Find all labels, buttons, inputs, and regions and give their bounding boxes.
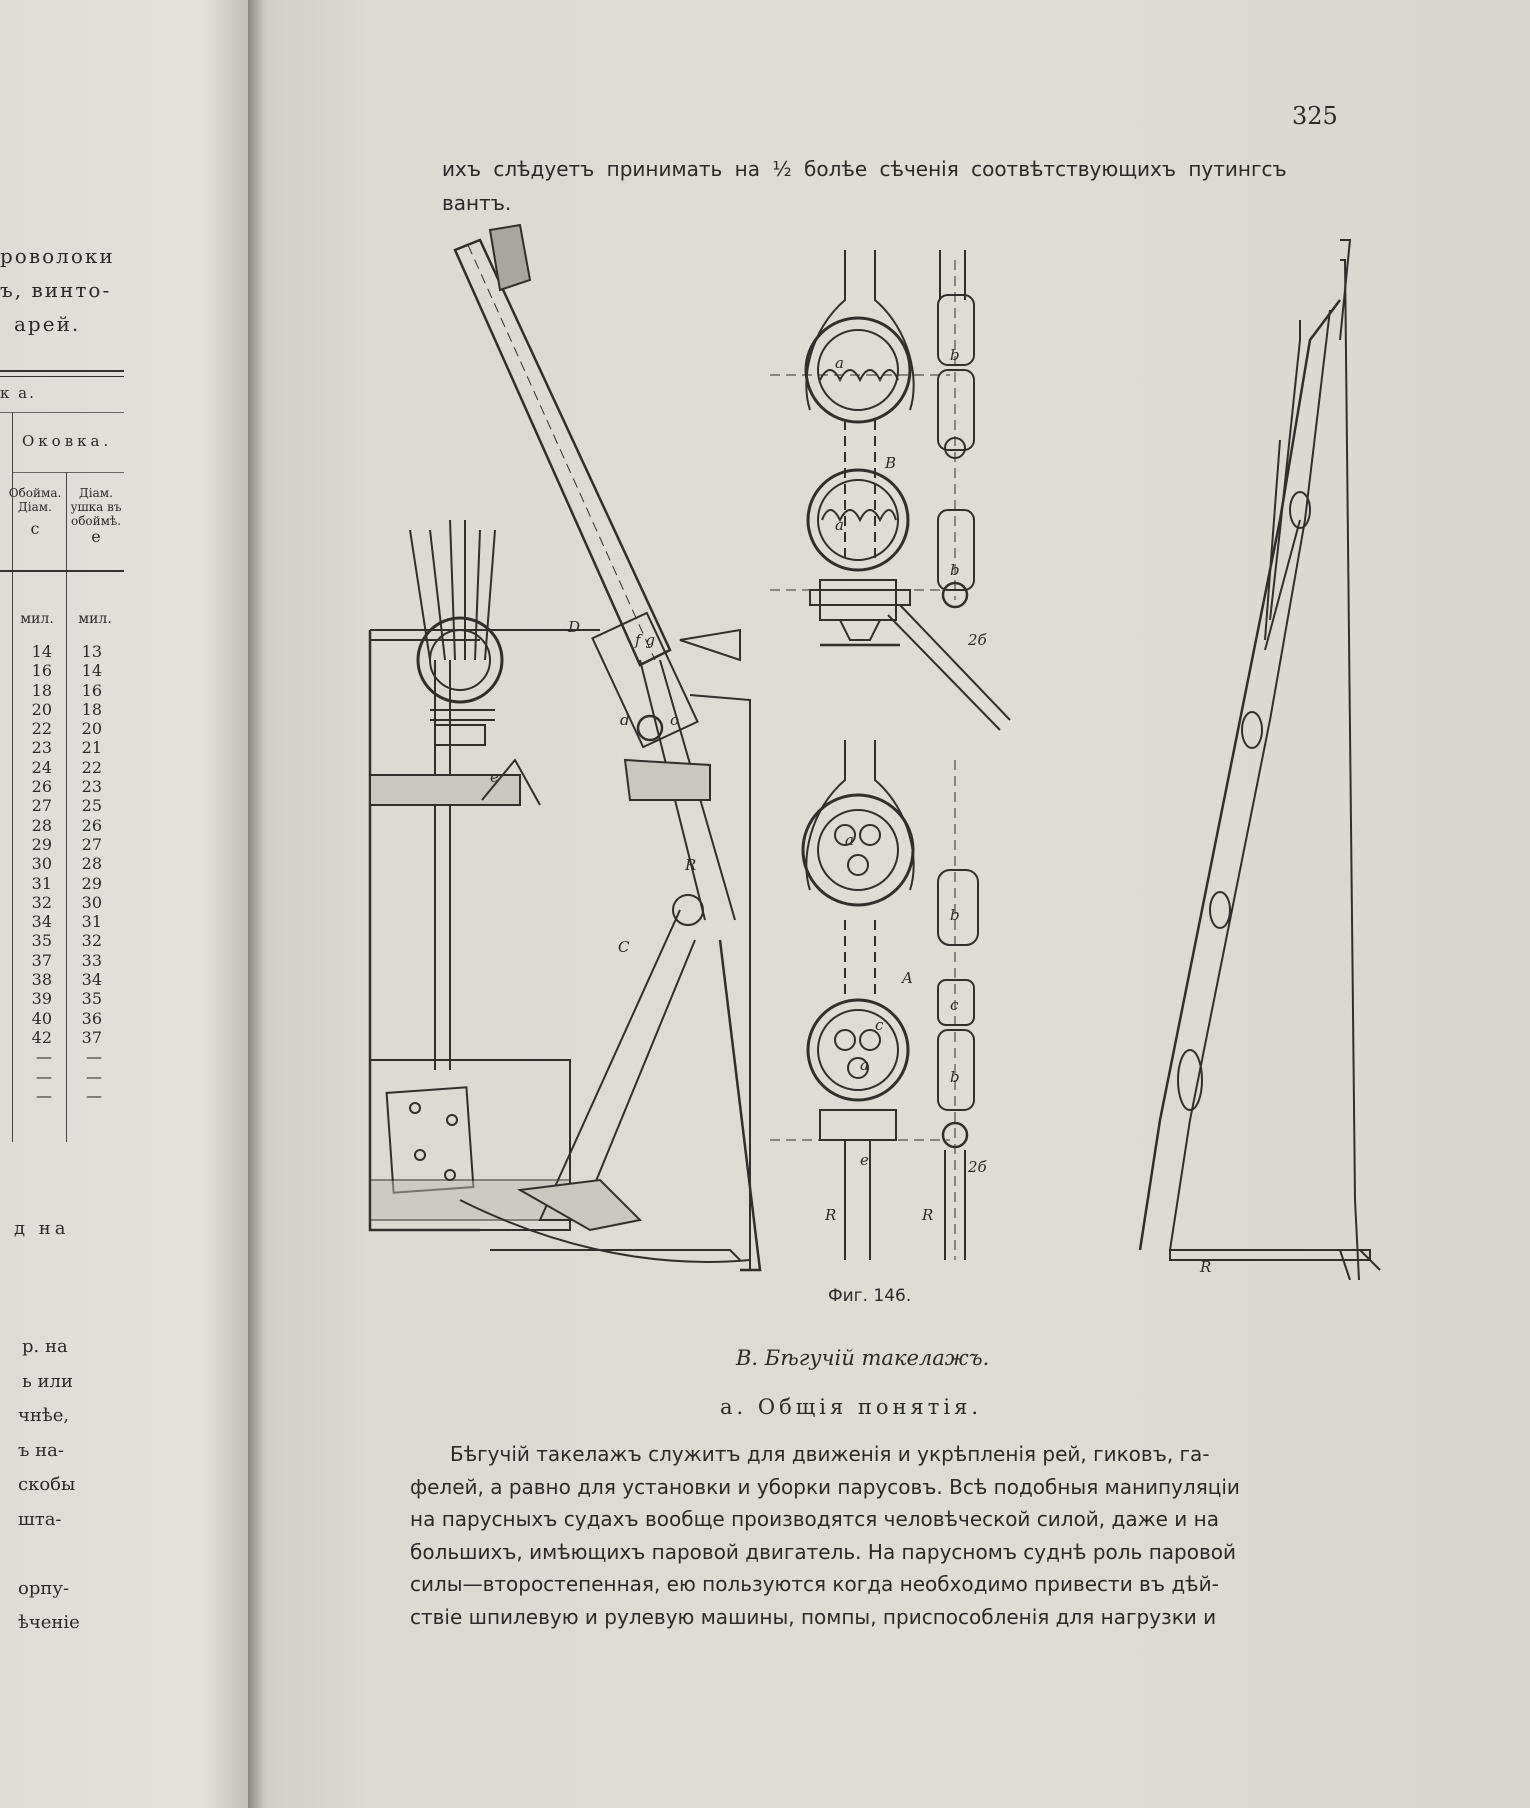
- figure-caption: Фиг. 146.: [828, 1286, 912, 1306]
- body-text: [410, 1438, 1310, 1633]
- left-header-line: ъ, винто-: [0, 278, 112, 302]
- subheading: a. Общія понятія.: [720, 1395, 983, 1419]
- table-cell: 26: [31, 777, 52, 797]
- table-cell: 29: [81, 873, 102, 893]
- table-cell: —: [86, 1085, 102, 1105]
- table-cell: —: [36, 1066, 52, 1086]
- label-a-big: A: [902, 969, 913, 987]
- table-rule: [0, 376, 124, 377]
- intro-text: ихъ слѣдуетъ принимать на ½ болѣе сѣченія соотвѣтствующихъ путингсъ вантъ.: [442, 157, 1287, 215]
- table-cell: —: [86, 1047, 102, 1067]
- label-d: D: [568, 618, 581, 636]
- left-trailing-line: чнѣе,: [18, 1405, 70, 1426]
- left-trailing-line: р. на: [22, 1336, 68, 1357]
- table-cell: —: [36, 1047, 52, 1067]
- col2-units: мил.: [78, 611, 112, 627]
- table-cell: 40: [31, 1008, 52, 1028]
- table-cell: 23: [31, 738, 52, 758]
- table-cell: 14: [81, 661, 102, 681]
- table-cell: 29: [31, 834, 52, 854]
- body-line: большихъ, имѣющихъ паровой двигатель. На парусномъ суднѣ роль паровой: [410, 1539, 1236, 1564]
- table-rule: [0, 570, 124, 572]
- label-b-2: b: [950, 561, 960, 579]
- table-cell: 27: [31, 796, 52, 816]
- left-header-line: арей.: [14, 312, 81, 336]
- table-cell: 23: [81, 777, 102, 797]
- table-cell: 42: [31, 1027, 52, 1047]
- table-cell: 37: [81, 1027, 102, 1047]
- table-cell: 34: [81, 970, 102, 990]
- body-line: фелей, а равно для установки и уборки парусовъ. Всѣ подобныя манипуляціи: [410, 1474, 1240, 1499]
- table-rule: [0, 370, 124, 372]
- label-fg: f g: [635, 631, 655, 649]
- label-c-2: c: [950, 996, 959, 1014]
- label-o: o: [670, 711, 680, 729]
- table-cell: 16: [81, 680, 102, 700]
- table-cell: 28: [31, 815, 52, 835]
- table-cell: 36: [81, 1008, 102, 1028]
- table-cell: 33: [81, 950, 102, 970]
- left-header-line: роволоки: [0, 244, 115, 268]
- table-cell: 20: [31, 699, 52, 719]
- table-cell: 14: [31, 642, 52, 661]
- left-trailing-line: скобы: [18, 1474, 76, 1495]
- label-b-3: b: [950, 906, 960, 924]
- table-cell: 35: [81, 989, 102, 1009]
- label-b-4: b: [950, 1068, 960, 1086]
- col1-header: Обойма. Діам. c: [8, 486, 62, 538]
- rigging-drawing: [370, 225, 1380, 1280]
- label-r-mid: R: [825, 1206, 837, 1224]
- section-heading: B. Бѣгучій такелажъ.: [736, 1346, 990, 1370]
- label-e-2: e: [860, 1151, 869, 1169]
- body-line: Бѣгучій такелажъ служитъ для движенія и укрѣпленія рей, гиковъ, га-: [450, 1442, 1210, 1466]
- table-cell: 30: [31, 854, 52, 874]
- label-c-big: C: [618, 938, 630, 956]
- table-rule: [12, 472, 124, 473]
- table-rule: [0, 412, 124, 413]
- label-a-1: a: [835, 354, 844, 372]
- table-cell: 27: [81, 834, 102, 854]
- table-cell: —: [86, 1066, 102, 1086]
- table-cell: 38: [31, 970, 52, 990]
- left-trailing-line: орпу-: [18, 1577, 70, 1599]
- label-2b-1: 2б: [968, 631, 987, 649]
- table-cell: 25: [81, 796, 102, 816]
- table-cell: 13: [81, 642, 102, 661]
- label-a-2: a: [835, 516, 844, 534]
- left-fragment: д на: [14, 1218, 70, 1239]
- table-cell: 26: [81, 815, 102, 835]
- label-b-1: b: [950, 346, 960, 364]
- table-cell: 32: [81, 931, 102, 951]
- label-a-4: a: [860, 1056, 869, 1074]
- label-d-small: d: [620, 711, 630, 729]
- label-c-1: c: [875, 1016, 884, 1034]
- table-cell: 30: [81, 892, 102, 912]
- table-cell: 22: [81, 757, 102, 777]
- label-r-right: R: [922, 1206, 934, 1224]
- label-b-big: B: [885, 454, 897, 472]
- table-cell: 28: [81, 854, 102, 874]
- table-cell: —: [36, 1085, 52, 1105]
- table-cell: 18: [81, 699, 102, 719]
- col1-values: [12, 642, 52, 1105]
- table-cell: 24: [31, 757, 52, 777]
- rigging-figure: [340, 220, 1400, 1280]
- label-r-far: R: [1200, 1258, 1212, 1276]
- table-cell: 31: [31, 873, 52, 893]
- label-e-1: e: [490, 768, 499, 786]
- table-cell: 35: [31, 931, 52, 951]
- table-cell: 31: [81, 912, 102, 932]
- label-r-left: R: [685, 856, 697, 874]
- table-divider: [66, 472, 67, 1142]
- table-cell: 22: [31, 719, 52, 739]
- left-trailing-line: ь или: [22, 1370, 73, 1392]
- table-cell: 34: [31, 912, 52, 932]
- table-group-header: Оковка.: [22, 432, 113, 450]
- left-trailing-line: шта-: [18, 1508, 62, 1530]
- left-page: [0, 0, 252, 1808]
- body-line: ствіе шпилевую и рулевую машины, помпы, приспособленія для нагрузки и: [410, 1604, 1217, 1629]
- table-group-header-tail: к а.: [0, 384, 36, 402]
- body-line: силы—второстепенная, ею пользуются когда необходимо привести въ дѣй-: [410, 1572, 1219, 1596]
- left-trailing-line: ъ на-: [18, 1439, 64, 1461]
- table-cell: 16: [31, 661, 52, 681]
- label-2b-2: 2б: [968, 1158, 987, 1176]
- col2-header: Діам. ушка въ обоймѣ. e: [70, 486, 122, 546]
- table-cell: 39: [31, 989, 52, 1009]
- table-cell: 37: [31, 950, 52, 970]
- table-cell: 18: [31, 680, 52, 700]
- body-line: на парусныхъ судахъ вообще производятся человѣческой силой, даже и на: [410, 1507, 1219, 1531]
- label-a-3: a: [845, 831, 854, 849]
- table-cell: 32: [31, 892, 52, 912]
- col2-values: [70, 642, 102, 1105]
- left-trailing-line: ѣченіе: [18, 1612, 80, 1633]
- page-number: 325: [1292, 102, 1338, 130]
- table-cell: 20: [81, 719, 102, 739]
- table-cell: 21: [81, 738, 102, 758]
- col1-units: мил.: [20, 611, 54, 627]
